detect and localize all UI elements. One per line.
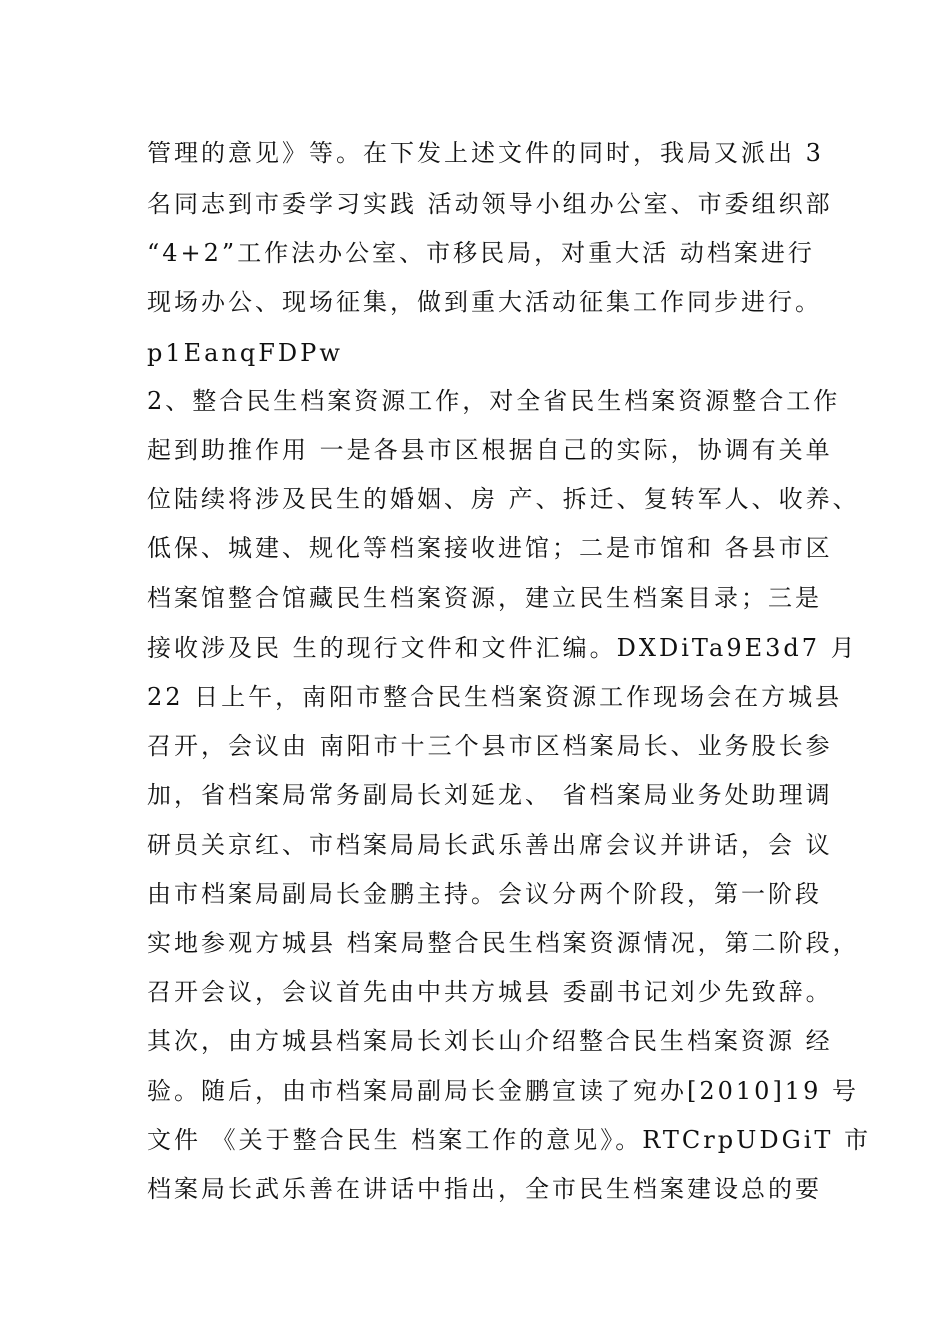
text-line-2: 名同志到市委学习实践 活动领导小组办公室、市委组织部 (147, 190, 833, 218)
text-line-22: 档案局长武乐善在讲话中指出，全市民生档案建设总的要 (147, 1175, 822, 1203)
text-line-19: 其次，由方城县档案局长刘长山介绍整合民生档案资源 经 (147, 1027, 833, 1055)
text-line-15: 研员关京红、市档案局局长武乐善出席会议并讲话，会 议 (147, 831, 833, 859)
text-line-4: 现场办公、现场征集，做到重大活动征集工作同步进行。 (147, 288, 822, 316)
text-line-10: 档案馆整合馆藏民生档案资源，建立民生档案目录；三是 (147, 584, 822, 612)
text-line-9: 低保、城建、规化等档案接收进馆；二是市馆和 各县市区 (147, 534, 833, 562)
text-line-11: 接收涉及民 生的现行文件和文件汇编。DXDiTa9E3d7 月 (147, 634, 858, 662)
text-line-20: 验。随后，由市档案局副局长金鹏宣读了宛办[2010]19 号 (147, 1077, 859, 1105)
text-line-6: 2、整合民生档案资源工作，对全省民生档案资源整合工作 (147, 387, 841, 415)
text-line-18: 召开会议，会议首先由中共方城县 委副书记刘少先致辞。 (147, 978, 833, 1006)
text-line-13: 召开，会议由 南阳市十三个县市区档案局长、业务股长参 (147, 732, 833, 760)
text-line-5: p1EanqFDPw (147, 339, 343, 367)
text-line-16: 由市档案局副局长金鹏主持。会议分两个阶段，第一阶段 (147, 880, 822, 908)
text-line-7: 起到助推作用 一是各县市区根据自己的实际，协调有关单 (147, 436, 833, 464)
text-line-21: 文件 《关于整合民生 档案工作的意见》。RTCrpUDGiT 市 (147, 1126, 872, 1154)
text-line-3: “4+2”工作法办公室、市移民局，对重大活 动档案进行 (147, 239, 815, 267)
text-line-17: 实地参观方城县 档案局整合民生档案资源情况，第二阶段， (147, 929, 860, 957)
text-line-1: 管理的意见》等。在下发上述文件的同时，我局又派出 3 (147, 139, 824, 167)
text-line-8: 位陆续将涉及民生的婚姻、房 产、拆迁、复转军人、收养、 (147, 485, 860, 513)
text-line-12: 22 日上午，南阳市整合民生档案资源工作现场会在方城县 (147, 683, 843, 711)
text-line-14: 加，省档案局常务副局长刘延龙、 省档案局业务处助理调 (147, 781, 833, 809)
